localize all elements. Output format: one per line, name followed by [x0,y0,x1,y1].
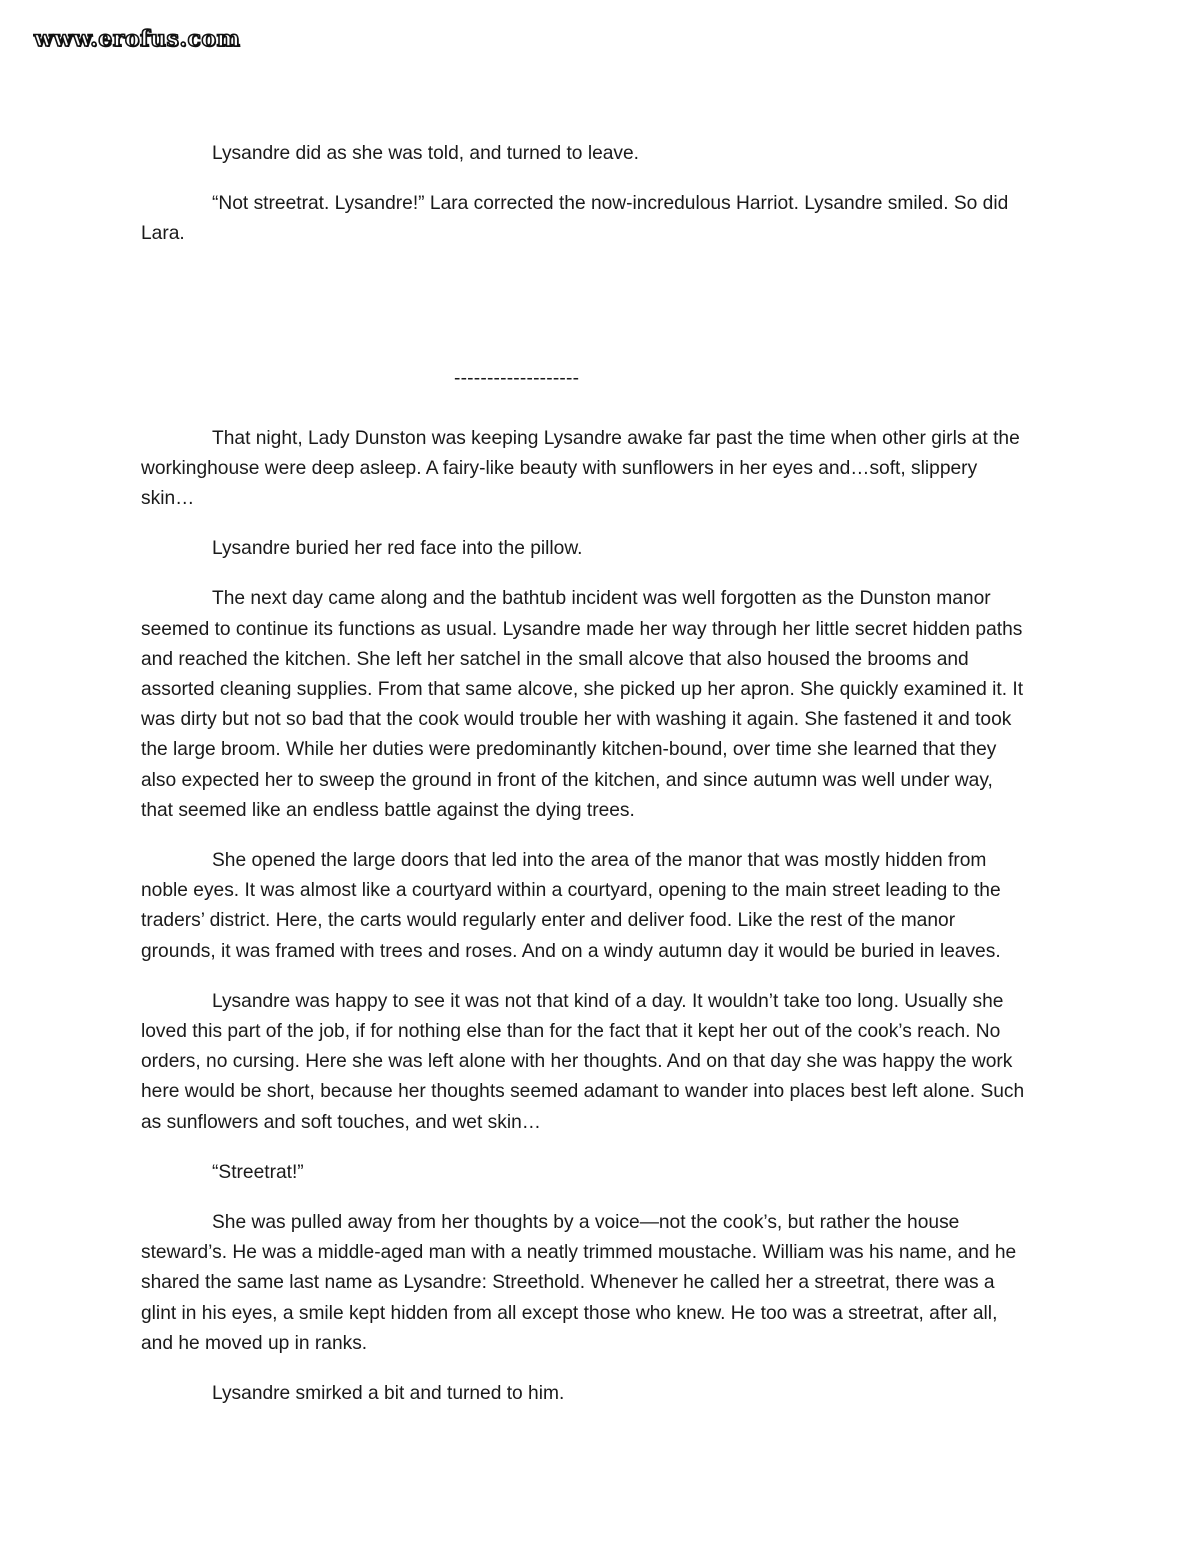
paragraph [141,987,1061,1138]
text-line: assorted cleaning supplies. From that same alcove, she picked up her apron. She quickly examined it. It [141,679,1024,701]
section-gap [141,250,1061,424]
text-line: Lysandre did as she was told, and turned to leave. [212,143,640,164]
text-line: as sunflowers and soft touches, and wet skin… [141,1111,541,1133]
text-line: glint in his eyes, a smile kept hidden from all except those who knew. He too was a streetrat, after all, [141,1302,998,1324]
text-line: here would be short, because her thoughts seemed adamant to wander into places best left alone. Such [141,1081,1025,1103]
text-line: and he moved up in ranks. [141,1332,368,1354]
text-line: the large broom. While her duties were predominantly kitchen-bound, over time she learned that they [141,739,997,761]
text-line: traders’ district. Here, the carts would regularly enter and deliver food. Like the rest of the manor [141,910,956,932]
text-line: Lysandre was happy to see it was not that kind of a day. It wouldn’t take too long. Usually she [212,990,1004,1012]
paragraph [141,189,1061,249]
watermark-logo: www.erofus.com [34,26,241,52]
text-line: Lysandre buried her red face into the pillow. [212,538,583,560]
text-line: loved this part of the job, if for nothing else than for the fact that it kept her out of the cook’s reach. No [141,1021,1001,1043]
text-line: workinghouse were deep asleep. A fairy-like beauty with sunflowers in her eyes and…soft, slippery [141,457,978,479]
text-line: noble eyes. It was almost like a courtyard within a courtyard, opening to the main street leading to the [141,880,1001,902]
paragraph [141,1379,1061,1409]
text-line: was dirty but not so bad that the cook would trouble her with washing it again. She fastened it and took [141,709,1012,731]
text-line: Lara. [141,223,185,245]
text-line: “Not streetrat. Lysandre!” Lara corrected the now-incredulous Harriot. Lysandre smiled. So did [212,193,1009,215]
text-line: and reached the kitchen. She left her satchel in the small alcove that also housed the brooms and [141,648,969,670]
document-body [141,139,1061,1409]
text-line: She opened the large doors that led into the area of the manor that was mostly hidden from [212,850,987,872]
text-line: The next day came along and the bathtub incident was well forgotten as the Dunston manor [212,588,991,610]
paragraph [141,139,1061,169]
text-line: “Streetrat!” [212,1161,304,1183]
text-line: steward’s. He was a middle-aged man with a neatly trimmed moustache. William was his name, and he [141,1242,1017,1264]
paragraph [141,584,1061,826]
text-line: grounds, it was framed with trees and roses. And on a windy autumn day it would be buried in leaves. [141,940,1001,962]
text-line: shared the same last name as Lysandre: Streethold. Whenever he called her a streetrat, there was a [141,1272,995,1294]
paragraph [141,1158,1061,1188]
scene-separator: ------------------- [454,368,580,389]
text-line: That night, Lady Dunston was keeping Lysandre awake far past the time when other girls at the [212,427,1020,449]
paragraph [141,846,1061,967]
text-line: that seemed like an endless battle against the dying trees. [141,799,635,821]
text-line: She was pulled away from her thoughts by a voice—not the cook’s, but rather the house [212,1212,960,1234]
text-line: also expected her to sweep the ground in front of the kitchen, and since autumn was well under way, [141,769,993,791]
text-line: Lysandre smirked a bit and turned to him. [212,1383,565,1405]
paragraph [141,1208,1061,1359]
text-line: seemed to continue its functions as usual. Lysandre made her way through her little secret hidden paths [141,618,1023,640]
paragraph [141,534,1061,564]
text-line: orders, no cursing. Here she was left alone with her thoughts. And on that day she was happy the work [141,1051,1013,1073]
text-line: skin… [141,488,195,510]
paragraph [141,424,1061,515]
